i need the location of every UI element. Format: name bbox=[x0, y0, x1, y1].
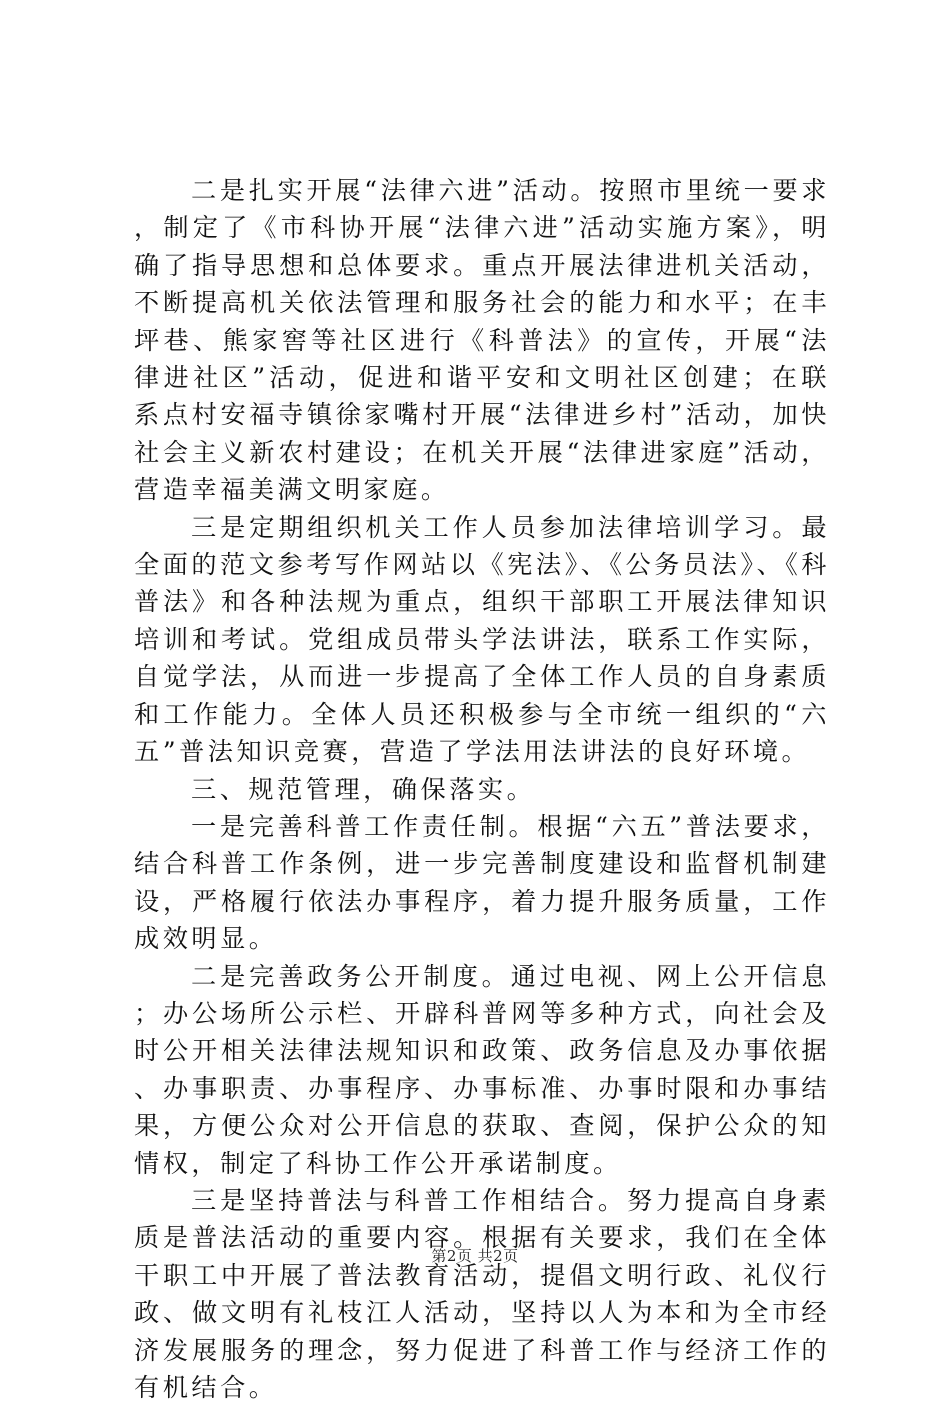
paragraph-law-training: 三是定期组织机关工作人员参加法律培训学习。最全面的范文参考写作网站以《宪法》、《公务员法》、《科普法》和各种法规为重点，组织干部职工开展法律知识培训和考试。党组成员带头学法讲法，联系工作实际，自觉学法，从而进一步提高了全体工作人员的自身素质和工作能力。全体人员还积极参与全市统一组织的“六五”普法知识竞赛，营造了学法用法讲法的良好环境。 bbox=[134, 512, 830, 767]
section-heading-standardize-management: 三、规范管理，确保落实。 bbox=[191, 774, 536, 804]
paragraph-combine-law-and-science: 三是坚持普法与科普工作相结合。努力提高自身素质是普法活动的重要内容。根据有关要求，我们在全体干职工中开展了普法教育活动，提倡文明行政、礼仪行政、做文明有礼枝江人活动，坚持以人为本和为全市经济发展服务的理念，努力促进了科普工作与经济工作的有机结合。 bbox=[134, 1185, 830, 1402]
paragraph-law-six-into: 二是扎实开展“法律六进”活动。按照市里统一要求，制定了《市科协开展“法律六进”活动实施方案》，明确了指导思想和总体要求。重点开展法律进机关活动，不断提高机关依法管理和服务社会的能力和水平；在丰坪巷、熊家窖等社区进行《科普法》的宣传，开展“法律进社区”活动，促进和谐平安和文明社区创建；在联系点村安福寺镇徐家嘴村开展“法律进乡村”活动，加快社会主义新农村建设；在机关开展“法律进家庭”活动，营造幸福美满文明家庭。 bbox=[134, 176, 830, 505]
paragraph-responsibility-system: 一是完善科普工作责任制。根据“六五”普法要求，结合科普工作条例，进一步完善制度建设和监督机制建设，严格履行依法办事程序，着力提升服务质量，工作成效明显。 bbox=[134, 811, 830, 954]
page-footer: 第2页 共2页 bbox=[431, 1247, 519, 1265]
paragraph-government-affairs-disclosure: 二是完善政务公开制度。通过电视、网上公开信息；办公场所公示栏、开辟科普网等多种方式，向社会及时公开相关法律法规知识和政策、政务信息及办事依据、办事职责、办事程序、办事标准、办事时限和办事结果，方便公众对公开信息的获取、查阅，保护公众的知情权，制定了科协工作公开承诺制度。 bbox=[134, 961, 830, 1178]
document-body bbox=[134, 172, 830, 1406]
